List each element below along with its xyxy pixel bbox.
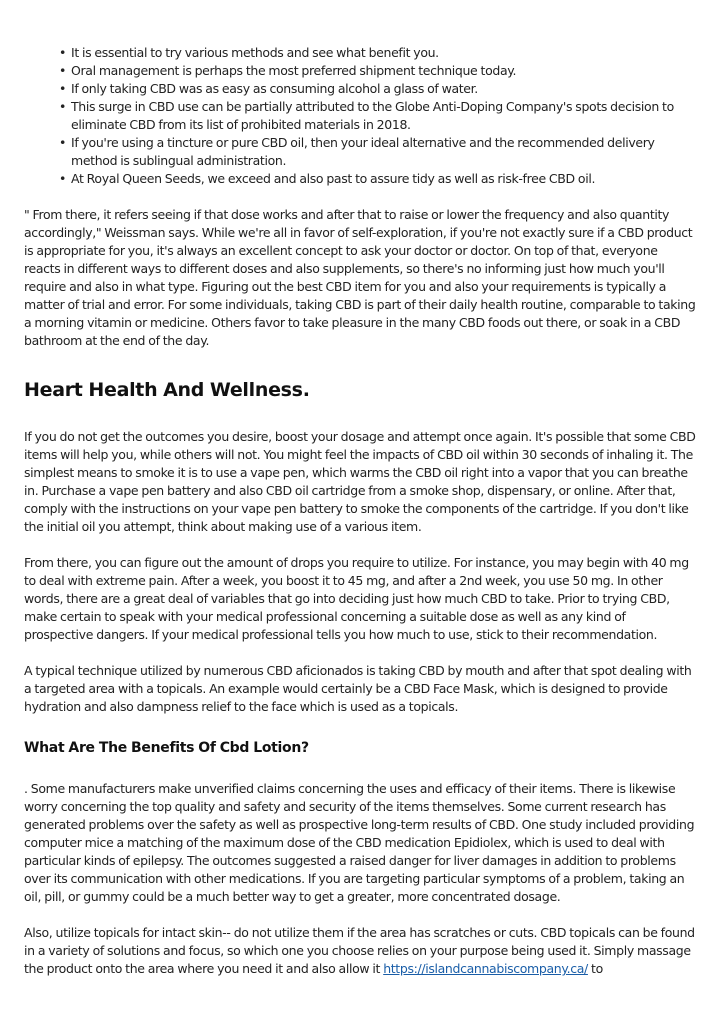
paragraph-6-text: Also, utilize topicals for intact skin-- do not utilize them if the area has scratches or cuts. CBD topicals can be found in a variety of solutions and focus, so which one you choose relies on your purpose being used it. Simply massage the product onto the area where you need it and also allow it [24,925,695,976]
list-item-text: If you're using a tincture or pure CBD oil, then your ideal alternative and the recommended delivery method is sublingual administration. [71,135,655,168]
list-item-text: It is essential to try various methods and see what benefit you. [71,45,439,60]
bullet-glyph: • [59,63,67,78]
list-item [59,62,696,80]
bullet-glyph: • [59,45,67,60]
section-heading-cbd-lotion: What Are The Benefits Of Cbd Lotion? [24,740,309,756]
bullet-glyph: • [59,135,67,150]
body-paragraph-2: If you do not get the outcomes you desire, boost your dosage and attempt once again. It's possible that some CBD items will help you, while others will not. You might feel the impacts of CBD oil within 30 seconds of inhaling it. The simplest means to smoke it is to use a vape pen, which warms the CBD oil right into a vapor that you can breathe in. Purchase a vape pen battery and also CBD oil cartridge from a smoke shop, dispensary, or online. After that, comply with the instructions on your vape pen battery to smoke the components of the cartridge. If you don't like the initial oil you attempt, think about making use of a various item. [24,429,696,534]
list-item [59,98,696,134]
list-item [59,80,696,98]
list-item-text: If only taking CBD was as easy as consuming alcohol a glass of water. [71,81,478,96]
paragraph-6-trailing-text: to [587,961,603,976]
list-item [59,134,696,170]
bullet-glyph: • [59,171,67,186]
body-paragraph-6 [24,924,696,978]
bullet-glyph: • [59,99,67,114]
body-paragraph-3: From there, you can figure out the amount of drops you require to utilize. For instance, you may begin with 40 mg to deal with extreme pain. After a week, you boost it to 45 mg, and after a 2nd week, you use 50 mg. In other words, there are a great deal of variables that go into deciding just how much CBD to take. Prior to trying CBD, make certain to speak with your medical professional concerning a suitable dose as well as any kind of prospective dangers. If your medical professional tells you how much to use, stick to their recommendation. [24,555,689,642]
list-item [59,44,696,62]
island-cannabis-link[interactable]: https://islandcannabiscompany.ca/ [383,961,588,976]
list-item [59,170,696,188]
list-item-text: Oral management is perhaps the most preferred shipment technique today. [71,63,517,78]
bullet-glyph: • [59,81,67,96]
section-heading-heart-health: Heart Health And Wellness. [24,379,310,401]
list-item-text: At Royal Queen Seeds, we exceed and also past to assure tidy as well as risk-free CBD oil. [71,171,596,186]
body-paragraph-1: " From there, it refers seeing if that dose works and after that to raise or lower the frequency and also quantity accordingly," Weissman says. While we're all in favor of self-exploration, if you're not exactly sure if a CBD product is appropriate for you, it's always an excellent concept to ask your doctor or doctor. On top of that, everyone reacts in different ways to different doses and also supplements, so there's no informing just how much you'll require and also in what type. Figuring out the best CBD item for you and also your requirements is typically a matter of trial and error. For some individuals, taking CBD is part of their daily health routine, comparable to taking a morning vitamin or medicine. Others favor to take pleasure in the many CBD foods out there, or soak in a CBD bathroom at the end of the day. [24,207,696,348]
benefit-bullet-list [24,0,696,188]
body-paragraph-4: A typical technique utilized by numerous CBD aficionados is taking CBD by mouth and after that spot dealing with a targeted area with a topicals. An example would certainly be a CBD Face Mask, which is designed to provide hydration and also dampness relief to the face which is used as a topicals. [24,663,692,714]
body-paragraph-5: . Some manufacturers make unverified claims concerning the uses and efficacy of their items. There is likewise worry concerning the top quality and safety and security of the items themselves. Some current research has generated problems over the safety as well as prospective long-term results of CBD. One study included providing computer mice a matching of the maximum dose of the CBD medication Epidiolex, which is used to deal with particular kinds of epilepsy. The outcomes suggested a raised danger for liver damages in addition to problems over its communication with other medications. If you are targeting particular symptoms of a problem, taking an oil, pill, or gummy could be a much better way to get a greater, more concentrated dosage. [24,781,695,904]
list-item-text: This surge in CBD use can be partially attributed to the Globe Anti-Doping Company's spots decision to eliminate CBD from its list of prohibited materials in 2018. [71,99,674,132]
